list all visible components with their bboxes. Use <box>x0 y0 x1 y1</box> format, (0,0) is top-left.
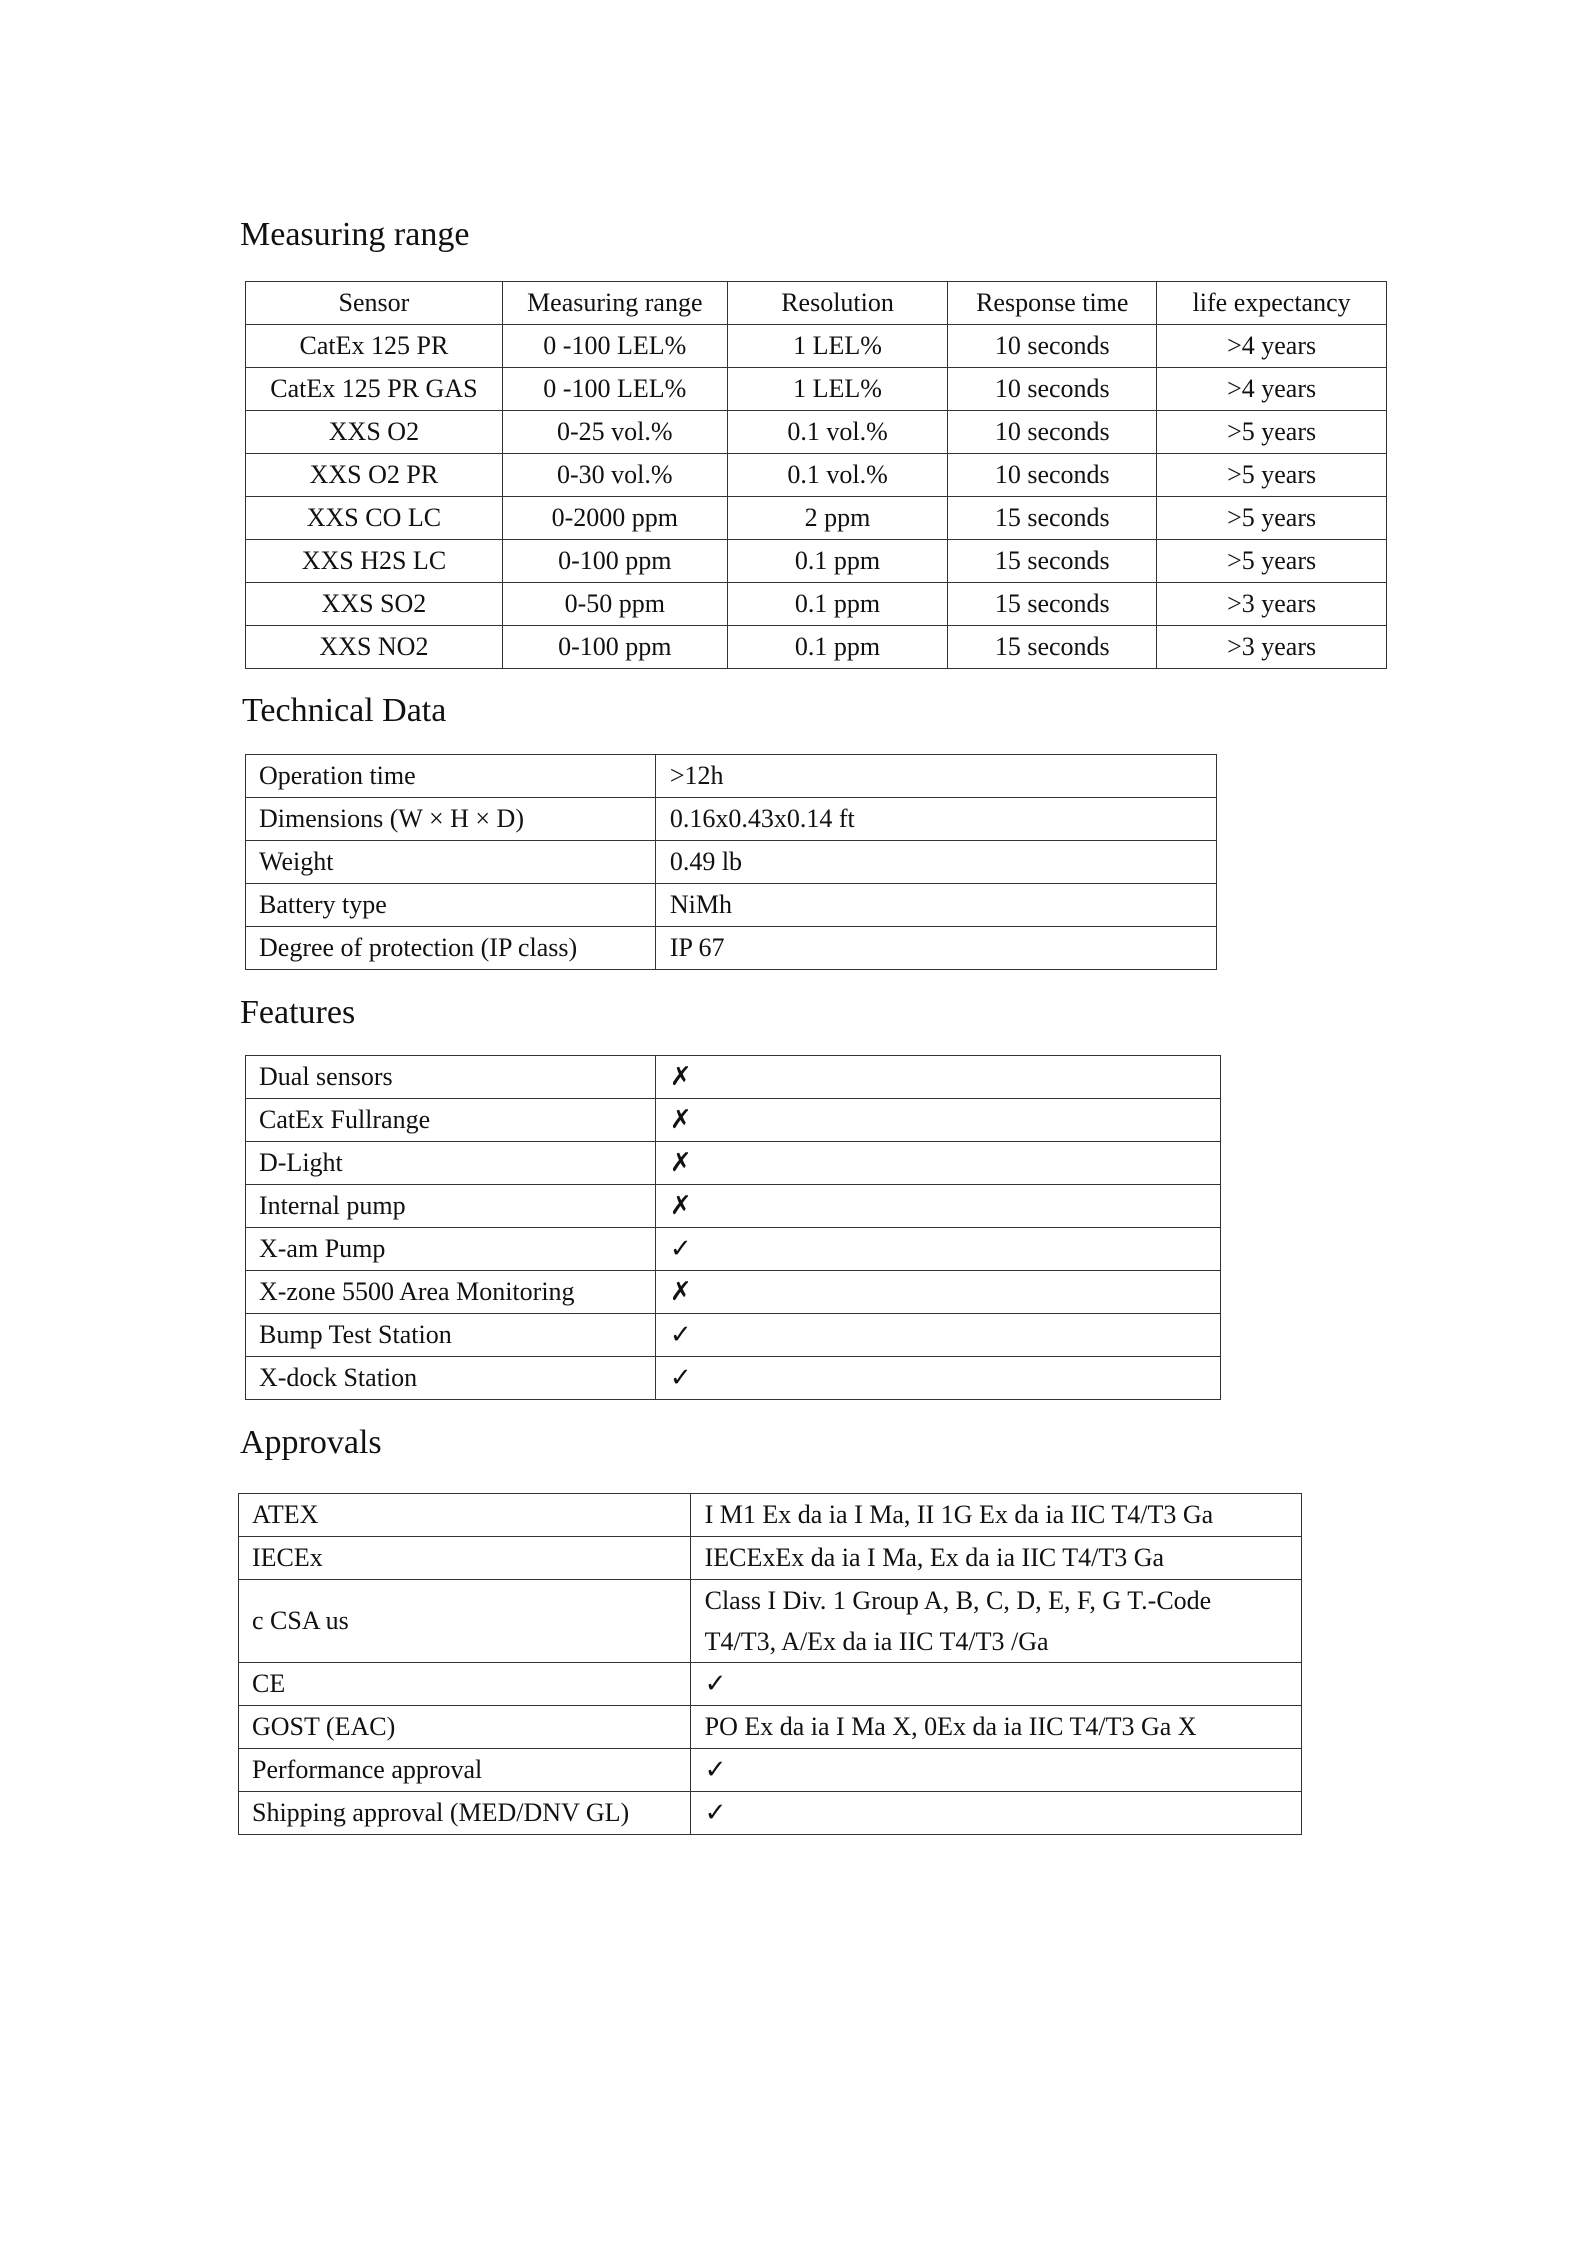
approvals-heading: Approvals <box>240 1424 382 1461</box>
sensor-cell: XXS NO2 <box>246 626 503 669</box>
table-row <box>239 1792 1302 1835</box>
spec-label: Battery type <box>246 884 656 927</box>
life-expectancy-cell: >5 years <box>1157 454 1387 497</box>
technical-data-table <box>245 754 1217 970</box>
table-row <box>239 1663 1302 1706</box>
feature-label: D-Light <box>246 1142 656 1185</box>
life-expectancy-cell: >3 years <box>1157 583 1387 626</box>
cross-icon: ✗ <box>655 1056 1220 1099</box>
measuring-range-heading: Measuring range <box>240 216 470 253</box>
measuring-range-table <box>245 281 1387 669</box>
measuring-range-cell: 0-2000 ppm <box>502 497 727 540</box>
spec-label: Degree of protection (IP class) <box>246 927 656 970</box>
spec-label: Operation time <box>246 755 656 798</box>
column-header: Resolution <box>727 282 948 325</box>
spec-value: 0.16x0.43x0.14 ft <box>655 798 1216 841</box>
resolution-cell: 2 ppm <box>727 497 948 540</box>
response-time-cell: 10 seconds <box>948 454 1157 497</box>
measuring-range-cell: 0-30 vol.% <box>502 454 727 497</box>
approval-value: PO Ex da ia I Ma X, 0Ex da ia IIC T4/T3 Ga X <box>690 1706 1301 1749</box>
resolution-cell: 1 LEL% <box>727 368 948 411</box>
response-time-cell: 15 seconds <box>948 497 1157 540</box>
resolution-cell: 0.1 vol.% <box>727 454 948 497</box>
approval-label: c CSA us <box>239 1580 691 1663</box>
table-row <box>239 1537 1302 1580</box>
spec-value: NiMh <box>655 884 1216 927</box>
cross-icon: ✗ <box>655 1142 1220 1185</box>
check-icon: ✓ <box>690 1749 1301 1792</box>
sensor-cell: XXS SO2 <box>246 583 503 626</box>
features-table <box>245 1055 1221 1400</box>
spec-value: >12h <box>655 755 1216 798</box>
sensor-cell: CatEx 125 PR GAS <box>246 368 503 411</box>
approval-value: I M1 Ex da ia I Ma, II 1G Ex da ia IIC T4/T3 Ga <box>690 1494 1301 1537</box>
feature-label: CatEx Fullrange <box>246 1099 656 1142</box>
table-row <box>246 1357 1221 1400</box>
sensor-cell: XXS O2 <box>246 411 503 454</box>
feature-label: X-zone 5500 Area Monitoring <box>246 1271 656 1314</box>
cross-icon: ✗ <box>655 1271 1220 1314</box>
table-row <box>239 1580 1302 1663</box>
life-expectancy-cell: >5 years <box>1157 497 1387 540</box>
table-header-row <box>246 282 1387 325</box>
approval-value: IECExEx da ia I Ma, Ex da ia IIC T4/T3 Ga <box>690 1537 1301 1580</box>
table-row <box>246 325 1387 368</box>
resolution-cell: 0.1 ppm <box>727 583 948 626</box>
resolution-cell: 0.1 vol.% <box>727 411 948 454</box>
spec-label: Weight <box>246 841 656 884</box>
measuring-range-cell: 0 -100 LEL% <box>502 325 727 368</box>
approval-label: IECEx <box>239 1537 691 1580</box>
table-row <box>246 1314 1221 1357</box>
feature-label: Internal pump <box>246 1185 656 1228</box>
approval-label: ATEX <box>239 1494 691 1537</box>
measuring-range-cell: 0-50 ppm <box>502 583 727 626</box>
life-expectancy-cell: >4 years <box>1157 325 1387 368</box>
feature-label: Dual sensors <box>246 1056 656 1099</box>
check-icon: ✓ <box>690 1663 1301 1706</box>
check-icon: ✓ <box>655 1357 1220 1400</box>
check-icon: ✓ <box>655 1228 1220 1271</box>
resolution-cell: 0.1 ppm <box>727 626 948 669</box>
table-row <box>246 626 1387 669</box>
technical-data-heading: Technical Data <box>242 692 447 729</box>
column-header: Sensor <box>246 282 503 325</box>
table-row <box>246 841 1217 884</box>
table-row <box>246 368 1387 411</box>
table-row <box>246 927 1217 970</box>
response-time-cell: 15 seconds <box>948 626 1157 669</box>
table-row <box>239 1494 1302 1537</box>
table-row <box>246 540 1387 583</box>
table-row <box>239 1706 1302 1749</box>
table-row <box>246 1271 1221 1314</box>
features-heading: Features <box>240 994 356 1031</box>
approval-value: Class I Div. 1 Group A, B, C, D, E, F, G T.-Code T4/T3, A/Ex da ia IIC T4/T3 /Ga <box>690 1580 1301 1663</box>
feature-label: Bump Test Station <box>246 1314 656 1357</box>
measuring-range-cell: 0-25 vol.% <box>502 411 727 454</box>
table-row <box>246 497 1387 540</box>
spec-value: 0.49 lb <box>655 841 1216 884</box>
table-row <box>246 755 1217 798</box>
table-row <box>246 1056 1221 1099</box>
approval-label: Shipping approval (MED/DNV GL) <box>239 1792 691 1835</box>
life-expectancy-cell: >4 years <box>1157 368 1387 411</box>
approval-label: GOST (EAC) <box>239 1706 691 1749</box>
life-expectancy-cell: >5 years <box>1157 540 1387 583</box>
life-expectancy-cell: >5 years <box>1157 411 1387 454</box>
sensor-cell: XXS O2 PR <box>246 454 503 497</box>
table-row <box>246 454 1387 497</box>
table-row <box>246 1228 1221 1271</box>
check-icon: ✓ <box>690 1792 1301 1835</box>
resolution-cell: 1 LEL% <box>727 325 948 368</box>
response-time-cell: 10 seconds <box>948 325 1157 368</box>
table-row <box>246 1142 1221 1185</box>
spec-value: IP 67 <box>655 927 1216 970</box>
measuring-range-cell: 0 -100 LEL% <box>502 368 727 411</box>
table-row <box>246 798 1217 841</box>
column-header: life expectancy <box>1157 282 1387 325</box>
feature-label: X-am Pump <box>246 1228 656 1271</box>
table-row <box>239 1749 1302 1792</box>
response-time-cell: 15 seconds <box>948 540 1157 583</box>
life-expectancy-cell: >3 years <box>1157 626 1387 669</box>
table-row <box>246 1099 1221 1142</box>
approval-label: CE <box>239 1663 691 1706</box>
cross-icon: ✗ <box>655 1099 1220 1142</box>
response-time-cell: 15 seconds <box>948 583 1157 626</box>
table-row <box>246 411 1387 454</box>
feature-label: X-dock Station <box>246 1357 656 1400</box>
column-header: Response time <box>948 282 1157 325</box>
sensor-cell: XXS CO LC <box>246 497 503 540</box>
measuring-range-cell: 0-100 ppm <box>502 626 727 669</box>
table-row <box>246 583 1387 626</box>
table-row <box>246 1185 1221 1228</box>
table-row <box>246 884 1217 927</box>
check-icon: ✓ <box>655 1314 1220 1357</box>
sensor-cell: CatEx 125 PR <box>246 325 503 368</box>
approval-label: Performance approval <box>239 1749 691 1792</box>
measuring-range-cell: 0-100 ppm <box>502 540 727 583</box>
response-time-cell: 10 seconds <box>948 368 1157 411</box>
approvals-table <box>238 1493 1302 1835</box>
resolution-cell: 0.1 ppm <box>727 540 948 583</box>
sensor-cell: XXS H2S LC <box>246 540 503 583</box>
response-time-cell: 10 seconds <box>948 411 1157 454</box>
spec-label: Dimensions (W × H × D) <box>246 798 656 841</box>
column-header: Measuring range <box>502 282 727 325</box>
cross-icon: ✗ <box>655 1185 1220 1228</box>
